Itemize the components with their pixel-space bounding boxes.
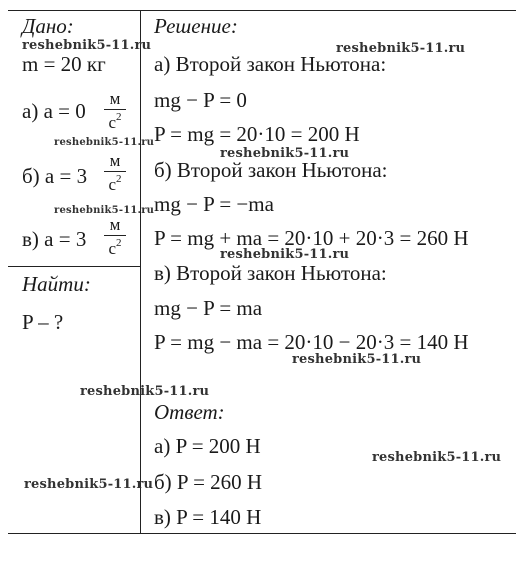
unit-num-c: м: [109, 215, 121, 234]
unit-exp-a: 2: [116, 111, 122, 123]
find-header-colon: :: [83, 272, 91, 296]
part-c-eq1: mg − P = ma: [154, 296, 263, 320]
unit-exp-b: 2: [116, 173, 122, 185]
unit-num-b: м: [109, 151, 121, 170]
column-divider: [140, 10, 141, 534]
watermark-8: reshebnik5-11.ru: [80, 384, 210, 399]
answer-header-colon: :: [217, 400, 225, 424]
answer-header-text: Ответ: [154, 400, 218, 424]
part-b-eq1: mg − P = −ma: [154, 192, 274, 216]
given-case-a: а) a = 0: [22, 99, 86, 123]
given-mass: m = 20 кг: [22, 52, 106, 76]
watermark-5: reshebnik5-11.ru: [54, 205, 155, 216]
part-a-eq2: P = mg = 20·10 = 200 Н: [154, 122, 360, 146]
answer-header: [154, 402, 225, 423]
part-b-eq2: P = mg + ma = 20·10 + 20·3 = 260 Н: [154, 226, 469, 250]
watermark-4: reshebnik5-11.ru: [220, 146, 350, 161]
unit-exp-c: 2: [116, 237, 122, 249]
unit-fraction-a: [104, 90, 126, 131]
part-c-eq2: P = mg − ma = 20·10 − 20·3 = 140 Н: [154, 330, 469, 354]
watermark-3: reshebnik5-11.ru: [54, 137, 155, 148]
find-header: [22, 274, 91, 295]
watermark-6: reshebnik5-11.ru: [220, 247, 350, 262]
unit-den-a: $с^2$: [108, 111, 122, 132]
solution-header-text: Решение: [154, 14, 231, 38]
given-header-colon: :: [66, 14, 74, 38]
given-header-text: Дано: [22, 14, 67, 38]
watermark-2: reshebnik5-11.ru: [336, 41, 466, 56]
unit-fraction-c: [104, 216, 126, 257]
unit-den-b: $с^2$: [108, 173, 122, 194]
find-header-text: Найти: [22, 272, 84, 296]
given-case-b: б) a = 3: [22, 164, 88, 188]
given-find-divider: [8, 266, 141, 267]
given-case-c: в) a = 3: [22, 227, 87, 251]
watermark-1: reshebnik5-11.ru: [22, 38, 152, 53]
fraction-bar-c: [104, 235, 126, 236]
watermark-10: reshebnik5-11.ru: [24, 477, 154, 492]
answer-c: в) P = 140 Н: [154, 505, 262, 529]
watermark-9: reshebnik5-11.ru: [372, 450, 502, 465]
part-a-title: а) Второй закон Ньютона:: [154, 52, 387, 76]
given-header: [22, 16, 74, 37]
solution-header-colon: :: [230, 14, 238, 38]
answer-b: б) P = 260 Н: [154, 470, 263, 494]
find-value: P – ?: [22, 310, 64, 334]
watermark-7: reshebnik5-11.ru: [292, 352, 422, 367]
unit-den-c: $с^2$: [108, 237, 122, 258]
fraction-bar-b: [104, 171, 126, 172]
solution-header: [154, 16, 238, 37]
unit-fraction-b: [104, 152, 126, 193]
unit-num-a: м: [109, 89, 121, 108]
part-c-title: в) Второй закон Ньютона:: [154, 261, 387, 285]
part-b-title: б) Второй закон Ньютона:: [154, 158, 388, 182]
answer-a: а) P = 200 Н: [154, 434, 261, 458]
part-a-eq1: mg − P = 0: [154, 88, 247, 112]
fraction-bar-a: [104, 109, 126, 110]
